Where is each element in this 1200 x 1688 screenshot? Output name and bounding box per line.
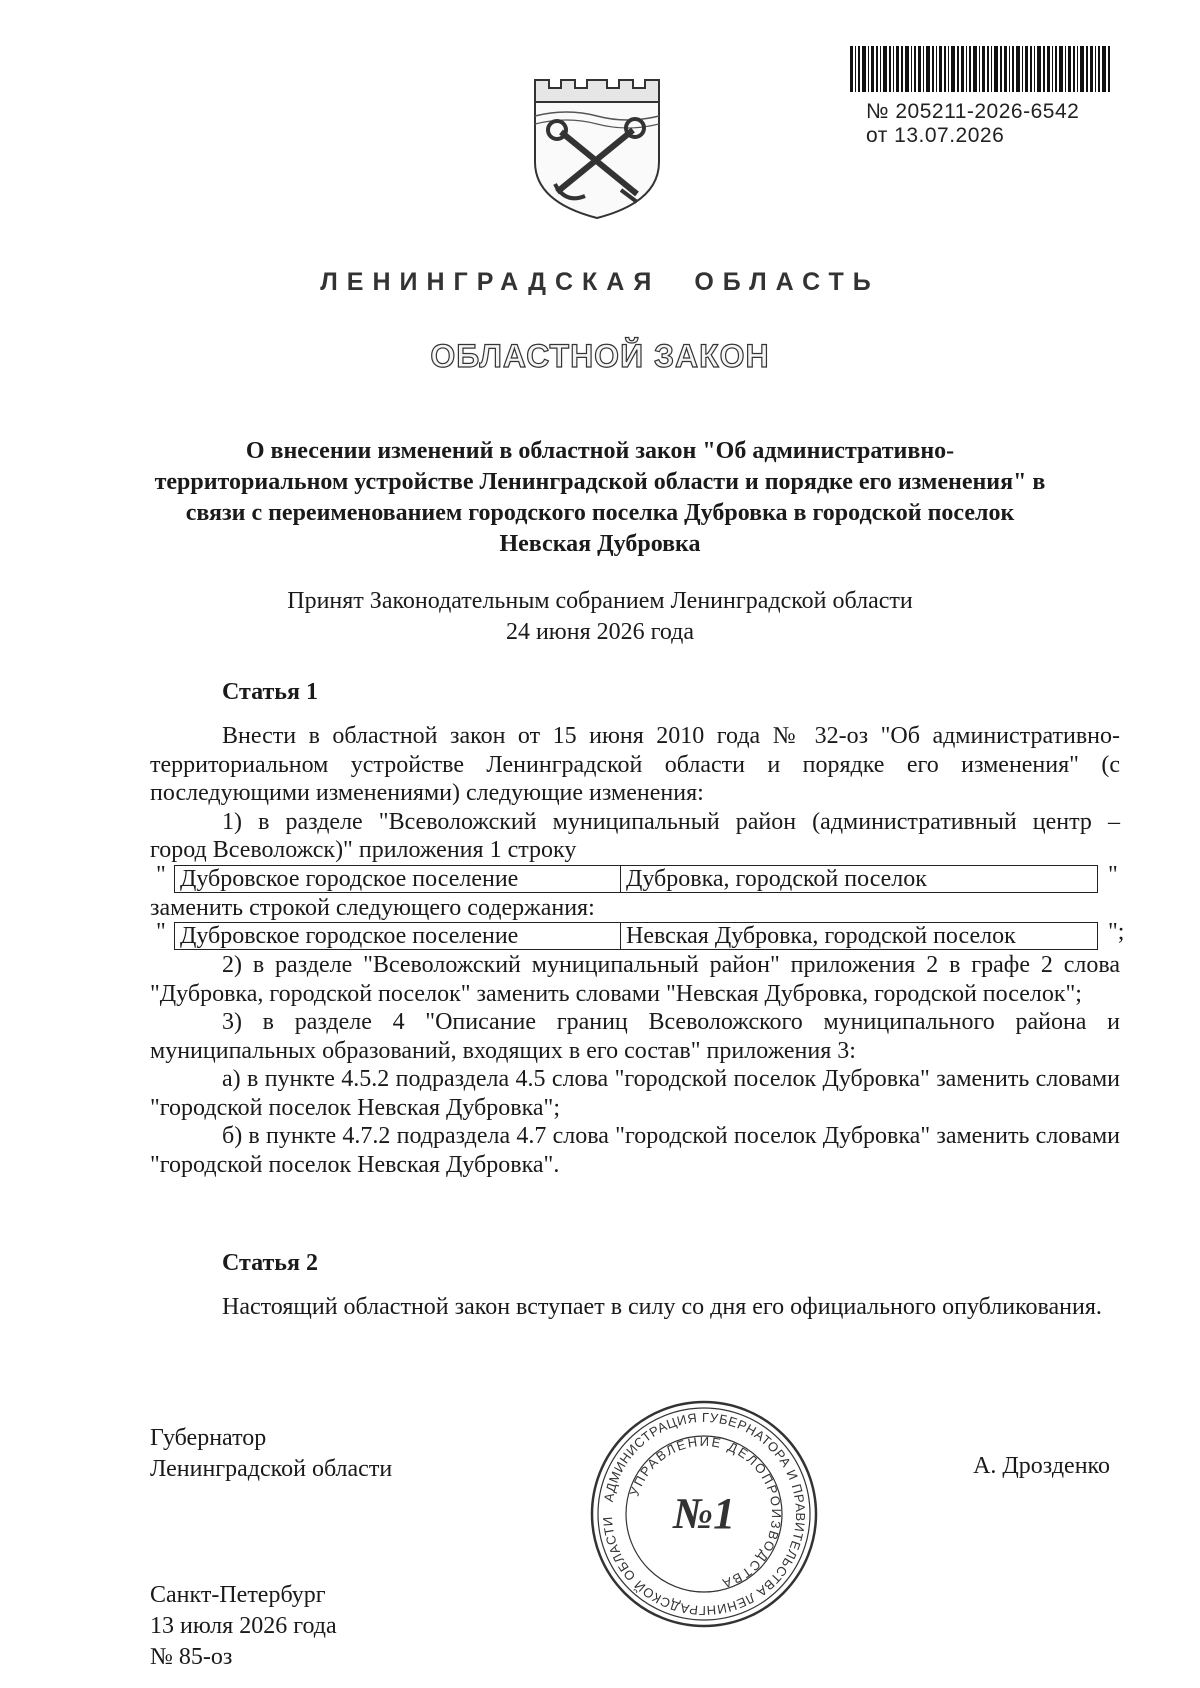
article-1-heading: Статья 1: [222, 679, 318, 705]
place-and-date: [150, 1580, 337, 1673]
position-line-2: Ленинградской области: [150, 1456, 393, 1482]
stamp-center: №1: [672, 1489, 736, 1538]
item-1-line-a: 1) в разделе "Всеволожский муниципальный район (административный центр –: [222, 808, 1120, 835]
region-word-1: ЛЕНИНГРАДСКАЯ: [320, 268, 661, 296]
item-1-line-b: город Всеволожск)" приложения 1 строку: [150, 837, 577, 863]
adoption-note: [150, 586, 1050, 648]
quote-open: ": [156, 861, 166, 888]
official-stamp: [588, 1398, 820, 1630]
article-1-body: [150, 722, 1125, 1179]
article-2-heading: Статья 2: [222, 1250, 318, 1276]
new-row-settlement: Дубровское городское поселение: [175, 923, 621, 949]
stamp-outer-text: АДМИНИСТРАЦИЯ ГУБЕРНАТОРА И ПРАВИТЕЛЬСТВА ЛЕНИНГРАДСКОЙ ОБЛАСТИ: [599, 1409, 809, 1619]
quote-open: ": [156, 919, 166, 945]
barcode: [850, 46, 1110, 92]
item-3: 3) в разделе 4 "Описание границ Всеволожского муниципального района и муниципальных образований, входящих в его состав" приложения 3:: [150, 1009, 1120, 1064]
new-row-locality: Невская Дубровка, городской поселок: [626, 923, 1016, 949]
quote-close: ";: [1108, 919, 1125, 945]
item-3a: а) в пункте 4.5.2 подраздела 4.5 слова "городской поселок Дубровка" заменить словами "городской поселок Невская Дубровка";: [150, 1066, 1120, 1121]
stamp-inner-text: УПРАВЛЕНИЕ ДЕЛОПРОИЗВОДСТВА: [626, 1433, 785, 1592]
law-number: № 85-оз: [150, 1644, 233, 1670]
registration-date: от 13.07.2026: [866, 124, 1005, 147]
item-2: 2) в разделе "Всеволожский муниципальный район" приложения 2 в графе 2 слова "Дубровка, городской поселок" заменить словами "Невская Дубровка, городской поселок";: [150, 952, 1120, 1007]
old-row-settlement: Дубровское городское поселение: [175, 866, 621, 892]
new-table-row: [174, 922, 1098, 950]
city: Санкт-Петербург: [150, 1582, 326, 1608]
old-row-locality: Дубровка, городской поселок: [626, 865, 927, 892]
signatory-name: А. Дрозденко: [973, 1453, 1110, 1479]
article-2-body: [150, 1293, 1120, 1322]
document-type: ОБЛАСТНОЙ ЗАКОН: [430, 338, 770, 374]
article-1-intro: Внести в областной закон от 15 июня 2010 года № 32-оз "Об административно-территориальном устройстве Ленинградской области и порядке его изменения" (с последующими изменениями) следующие изменения:: [150, 723, 1120, 806]
registration-number: № 205211-2026-6542: [866, 100, 1080, 123]
coat-of-arms-emblem: [527, 72, 667, 222]
old-table-row: [174, 865, 1098, 893]
quote-close: ": [1108, 861, 1118, 888]
adoption-line: Принят Законодательным собранием Ленинградской области: [287, 588, 913, 614]
signing-date: 13 июля 2026 года: [150, 1613, 337, 1639]
region-heading: [0, 268, 1200, 297]
signatory-position: [150, 1423, 392, 1485]
region-word-2: ОБЛАСТЬ: [694, 268, 880, 296]
item-3b: б) в пункте 4.7.2 подраздела 4.7 слова "городской поселок Дубровка" заменить словами "городской поселок Невская Дубровка".: [150, 1123, 1120, 1178]
position-line-1: Губернатор: [150, 1425, 267, 1451]
adoption-date: 24 июня 2026 года: [505, 619, 695, 645]
article-2-text: Настоящий областной закон вступает в силу со дня его официального опубликования.: [222, 1294, 1102, 1320]
replace-instruction: заменить строкой следующего содержания:: [150, 894, 595, 921]
old-row-line: [150, 861, 1120, 894]
law-title: О внесении изменений в областной закон "Об административно-территориальном устройстве Ленинградской области и порядке его изменения" в связи с переименованием городского поселка Дубровка в городской поселок Невская Дубровка: [154, 438, 1046, 557]
new-row-line: [150, 919, 1125, 951]
